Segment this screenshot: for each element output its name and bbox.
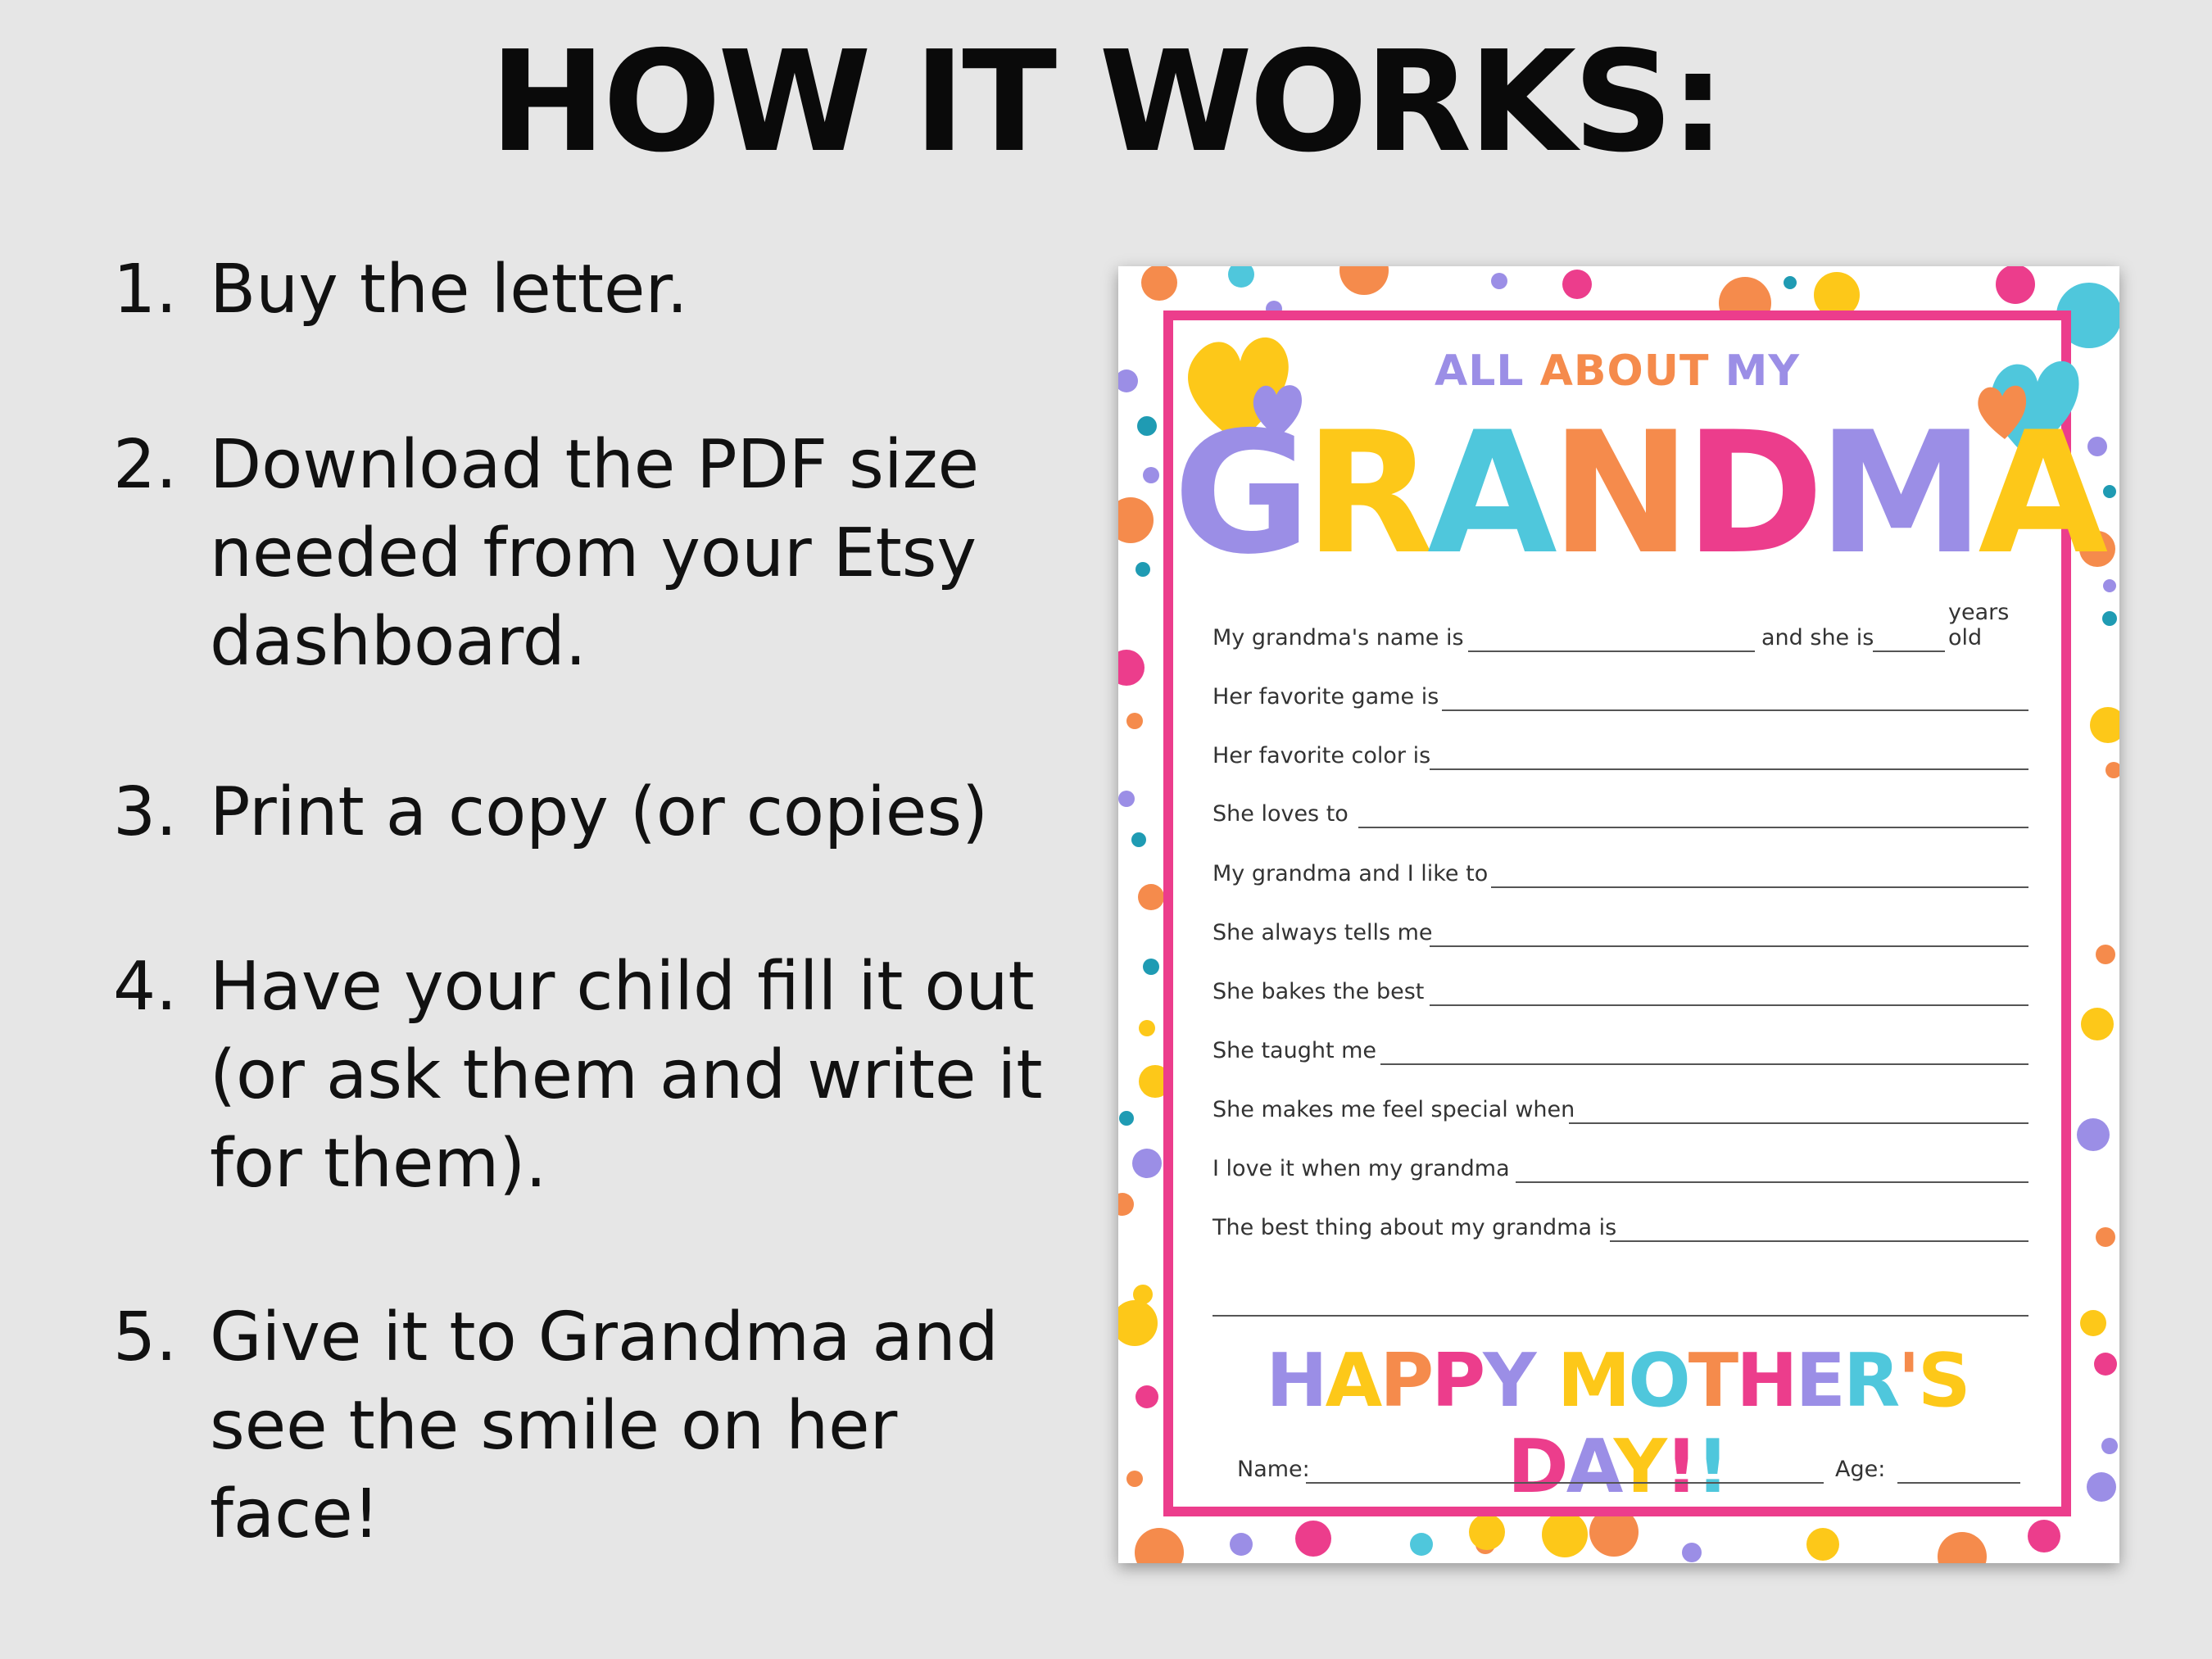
- name-age-row: [1237, 1451, 2024, 1487]
- step-number: 5.: [113, 1299, 178, 1376]
- name-write-line[interactable]: [1306, 1482, 1824, 1484]
- prompt-label: I love it when my grandma: [1213, 1156, 1510, 1181]
- prompt-label: Her favorite color is: [1213, 743, 1431, 768]
- name-label: Name:: [1237, 1457, 1310, 1482]
- write-line[interactable]: [1430, 945, 2028, 947]
- step-text: Buy the letter.: [210, 251, 688, 329]
- prompt: [1213, 1032, 2028, 1068]
- prompt-label: and she is: [1761, 625, 1874, 650]
- prompt: [1213, 796, 2028, 832]
- prompt-label: She bakes the best: [1213, 979, 1425, 1004]
- prompt-label: My grandma and I like to: [1213, 861, 1489, 886]
- write-line[interactable]: [1491, 886, 2028, 888]
- step-text: Download the PDF size needed from your Etsy dashboard.: [210, 426, 980, 681]
- write-line[interactable]: [1873, 650, 1945, 652]
- step-item: [113, 246, 1055, 352]
- write-line[interactable]: [1430, 768, 2028, 770]
- write-line[interactable]: [1442, 709, 2028, 711]
- write-line[interactable]: [1213, 1315, 2028, 1317]
- worksheet-card: [1163, 310, 2102, 1516]
- worksheet-preview: [1118, 266, 2119, 1563]
- step-text: Have your child fill it out (or ask them and write it for them).: [210, 948, 1043, 1203]
- step-item: [113, 421, 1055, 687]
- step-text: Give it to Grandma and see the smile on her face!: [210, 1299, 999, 1553]
- write-line[interactable]: [1358, 827, 2028, 828]
- prompt: [1213, 855, 2028, 891]
- write-line[interactable]: [1380, 1063, 2028, 1065]
- write-line[interactable]: [1430, 1004, 2028, 1006]
- step-number: 3.: [113, 773, 178, 851]
- age-write-line[interactable]: [1897, 1482, 2020, 1484]
- step-item: [113, 768, 1055, 857]
- step-text: Print a copy (or copies): [210, 773, 989, 851]
- page-title: HOW IT WORKS:: [489, 21, 1723, 184]
- greeting-text: HAPPY MOTHER'S DAY!!: [1266, 1338, 1969, 1510]
- write-line[interactable]: [1516, 1181, 2028, 1183]
- step-number: 4.: [113, 948, 178, 1026]
- age-label: Age:: [1835, 1457, 1886, 1482]
- prompt-label: years old: [1948, 600, 2010, 650]
- write-line[interactable]: [1610, 1240, 2028, 1242]
- prompt-label: She loves to: [1213, 801, 1349, 827]
- worksheet-title: [1173, 397, 2102, 592]
- worksheet-title-text: GRANDMA: [1173, 397, 2102, 592]
- prompt: [1213, 737, 2028, 773]
- write-line[interactable]: [1569, 1122, 2028, 1124]
- prompt: [1213, 1091, 2028, 1127]
- worksheet-subtitle-text: ALL ABOUT MY: [1435, 347, 1800, 396]
- prompt-label: She makes me feel special when: [1213, 1097, 1575, 1122]
- prompt: [1213, 1209, 2028, 1245]
- prompt-name-age: [1213, 600, 2028, 655]
- prompt: [1213, 1150, 2028, 1186]
- prompt-label: The best thing about my grandma is: [1213, 1215, 1617, 1240]
- prompt-label: She always tells me: [1213, 920, 1433, 945]
- step-number: 2.: [113, 426, 178, 504]
- step-number: 1.: [113, 251, 178, 329]
- prompt: [1213, 973, 2028, 1009]
- write-line[interactable]: [1468, 650, 1755, 652]
- prompt: [1213, 678, 2028, 714]
- step-item: [113, 943, 1055, 1208]
- steps-list: [113, 246, 1055, 1559]
- prompt-label: Her favorite game is: [1213, 684, 1439, 709]
- prompt-label: She taught me: [1213, 1038, 1377, 1063]
- prompt: [1213, 914, 2028, 950]
- worksheet-subtitle: [1173, 347, 2061, 396]
- prompt-label: My grandma's name is: [1213, 625, 1464, 650]
- step-item: [113, 1294, 1055, 1559]
